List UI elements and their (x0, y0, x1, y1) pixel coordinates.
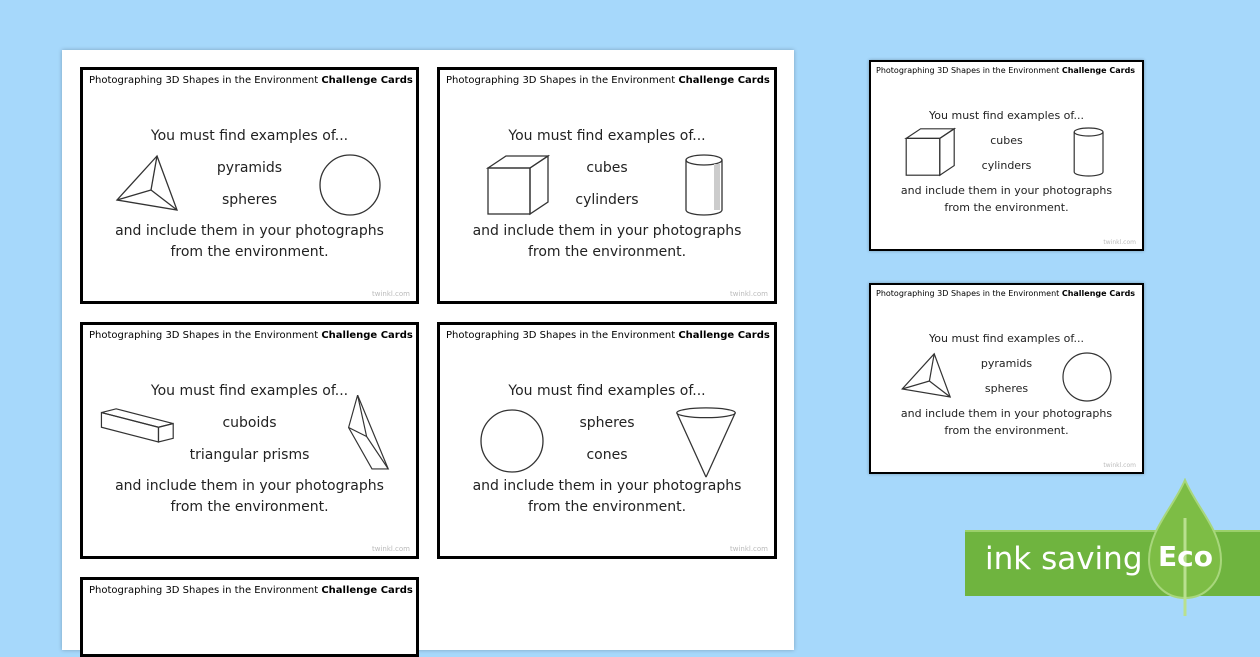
shape-name-1: spheres (579, 415, 635, 431)
card-outro-line1: and include them in your photographs (115, 223, 384, 239)
watermark: twinkl.com (729, 290, 768, 298)
shape-name-1: cubes (990, 134, 1023, 147)
card-outro-line2: from the environment. (170, 499, 329, 515)
watermark: twinkl.com (371, 545, 410, 553)
card-header: Photographing 3D Shapes in the Environment Challenge Cards (446, 75, 770, 86)
cuboid-icon (99, 407, 183, 453)
watermark: twinkl.com (1103, 239, 1136, 246)
watermark: twinkl.com (729, 545, 768, 553)
card-header: Photographing 3D Shapes in the Environment Challenge Cards (876, 289, 1136, 298)
preview-card-pyramids-spheres (869, 283, 1144, 474)
sphere-icon (315, 150, 385, 220)
cylinder-icon (672, 150, 742, 220)
shape-name-1: pyramids (980, 357, 1033, 370)
card-header: Photographing 3D Shapes in the Environment Challenge Cards (89, 75, 413, 86)
card-intro: You must find examples of... (150, 128, 349, 144)
watermark: twinkl.com (371, 290, 410, 298)
shape-name-2: cylinders (981, 159, 1032, 172)
pyramid-icon (113, 150, 183, 220)
challenge-card-spheres-cones (437, 322, 777, 559)
challenge-card-pyramids-spheres (80, 67, 419, 304)
challenge-card-cubes-cylinders (437, 67, 777, 304)
cube-icon (903, 124, 959, 180)
card-outro-line1: and include them in your photographs (472, 223, 742, 239)
challenge-card-partial (80, 577, 419, 657)
shape-name-2: cylinders (575, 192, 639, 208)
ink-saving-text: ink saving (985, 541, 1143, 577)
card-outro-line2: from the environment. (527, 499, 687, 515)
shape-name-1: cuboids (222, 415, 277, 431)
eco-label: Eco (1158, 540, 1213, 573)
cone-icon (672, 405, 742, 483)
shape-name-1: pyramids (216, 160, 283, 176)
card-intro: You must find examples of... (929, 332, 1084, 345)
cube-icon (484, 150, 554, 220)
card-intro: You must find examples of... (150, 383, 349, 399)
shape-name-2: cones (586, 447, 628, 463)
card-header: Photographing 3D Shapes in the Environment Challenge Cards (446, 330, 770, 341)
card-outro-line1: and include them in your photographs (900, 407, 1113, 420)
card-header: Photographing 3D Shapes in the Environment Challenge Cards (876, 66, 1136, 75)
card-intro: You must find examples of... (508, 383, 706, 399)
shape-name-1: cubes (586, 160, 628, 176)
sphere-icon (478, 407, 548, 477)
sphere-icon (1059, 349, 1115, 405)
card-outro-line1: and include them in your photographs (472, 478, 742, 494)
card-intro: You must find examples of... (508, 128, 706, 144)
card-outro-line2: from the environment. (527, 244, 687, 260)
preview-card-cubes-cylinders (869, 60, 1144, 251)
card-intro: You must find examples of... (929, 109, 1084, 122)
card-header: Photographing 3D Shapes in the Environment Challenge Cards (89, 330, 413, 341)
triangular-prism-icon (345, 389, 399, 475)
card-outro-line2: from the environment. (944, 424, 1069, 437)
card-header: Photographing 3D Shapes in the Environment Challenge Cards (89, 585, 413, 596)
card-outro-line1: and include them in your photographs (900, 184, 1113, 197)
pyramid-icon (899, 349, 955, 405)
card-outro-line1: and include them in your photographs (115, 478, 384, 494)
challenge-card-cuboids-prisms (80, 322, 419, 559)
card-outro-line2: from the environment. (170, 244, 329, 260)
card-outro-line2: from the environment. (944, 201, 1069, 214)
watermark: twinkl.com (1103, 462, 1136, 469)
shape-name-2: spheres (221, 192, 278, 208)
shape-name-2: triangular prisms (189, 447, 310, 463)
cylinder-icon (1063, 124, 1119, 180)
shape-name-2: spheres (984, 382, 1029, 395)
